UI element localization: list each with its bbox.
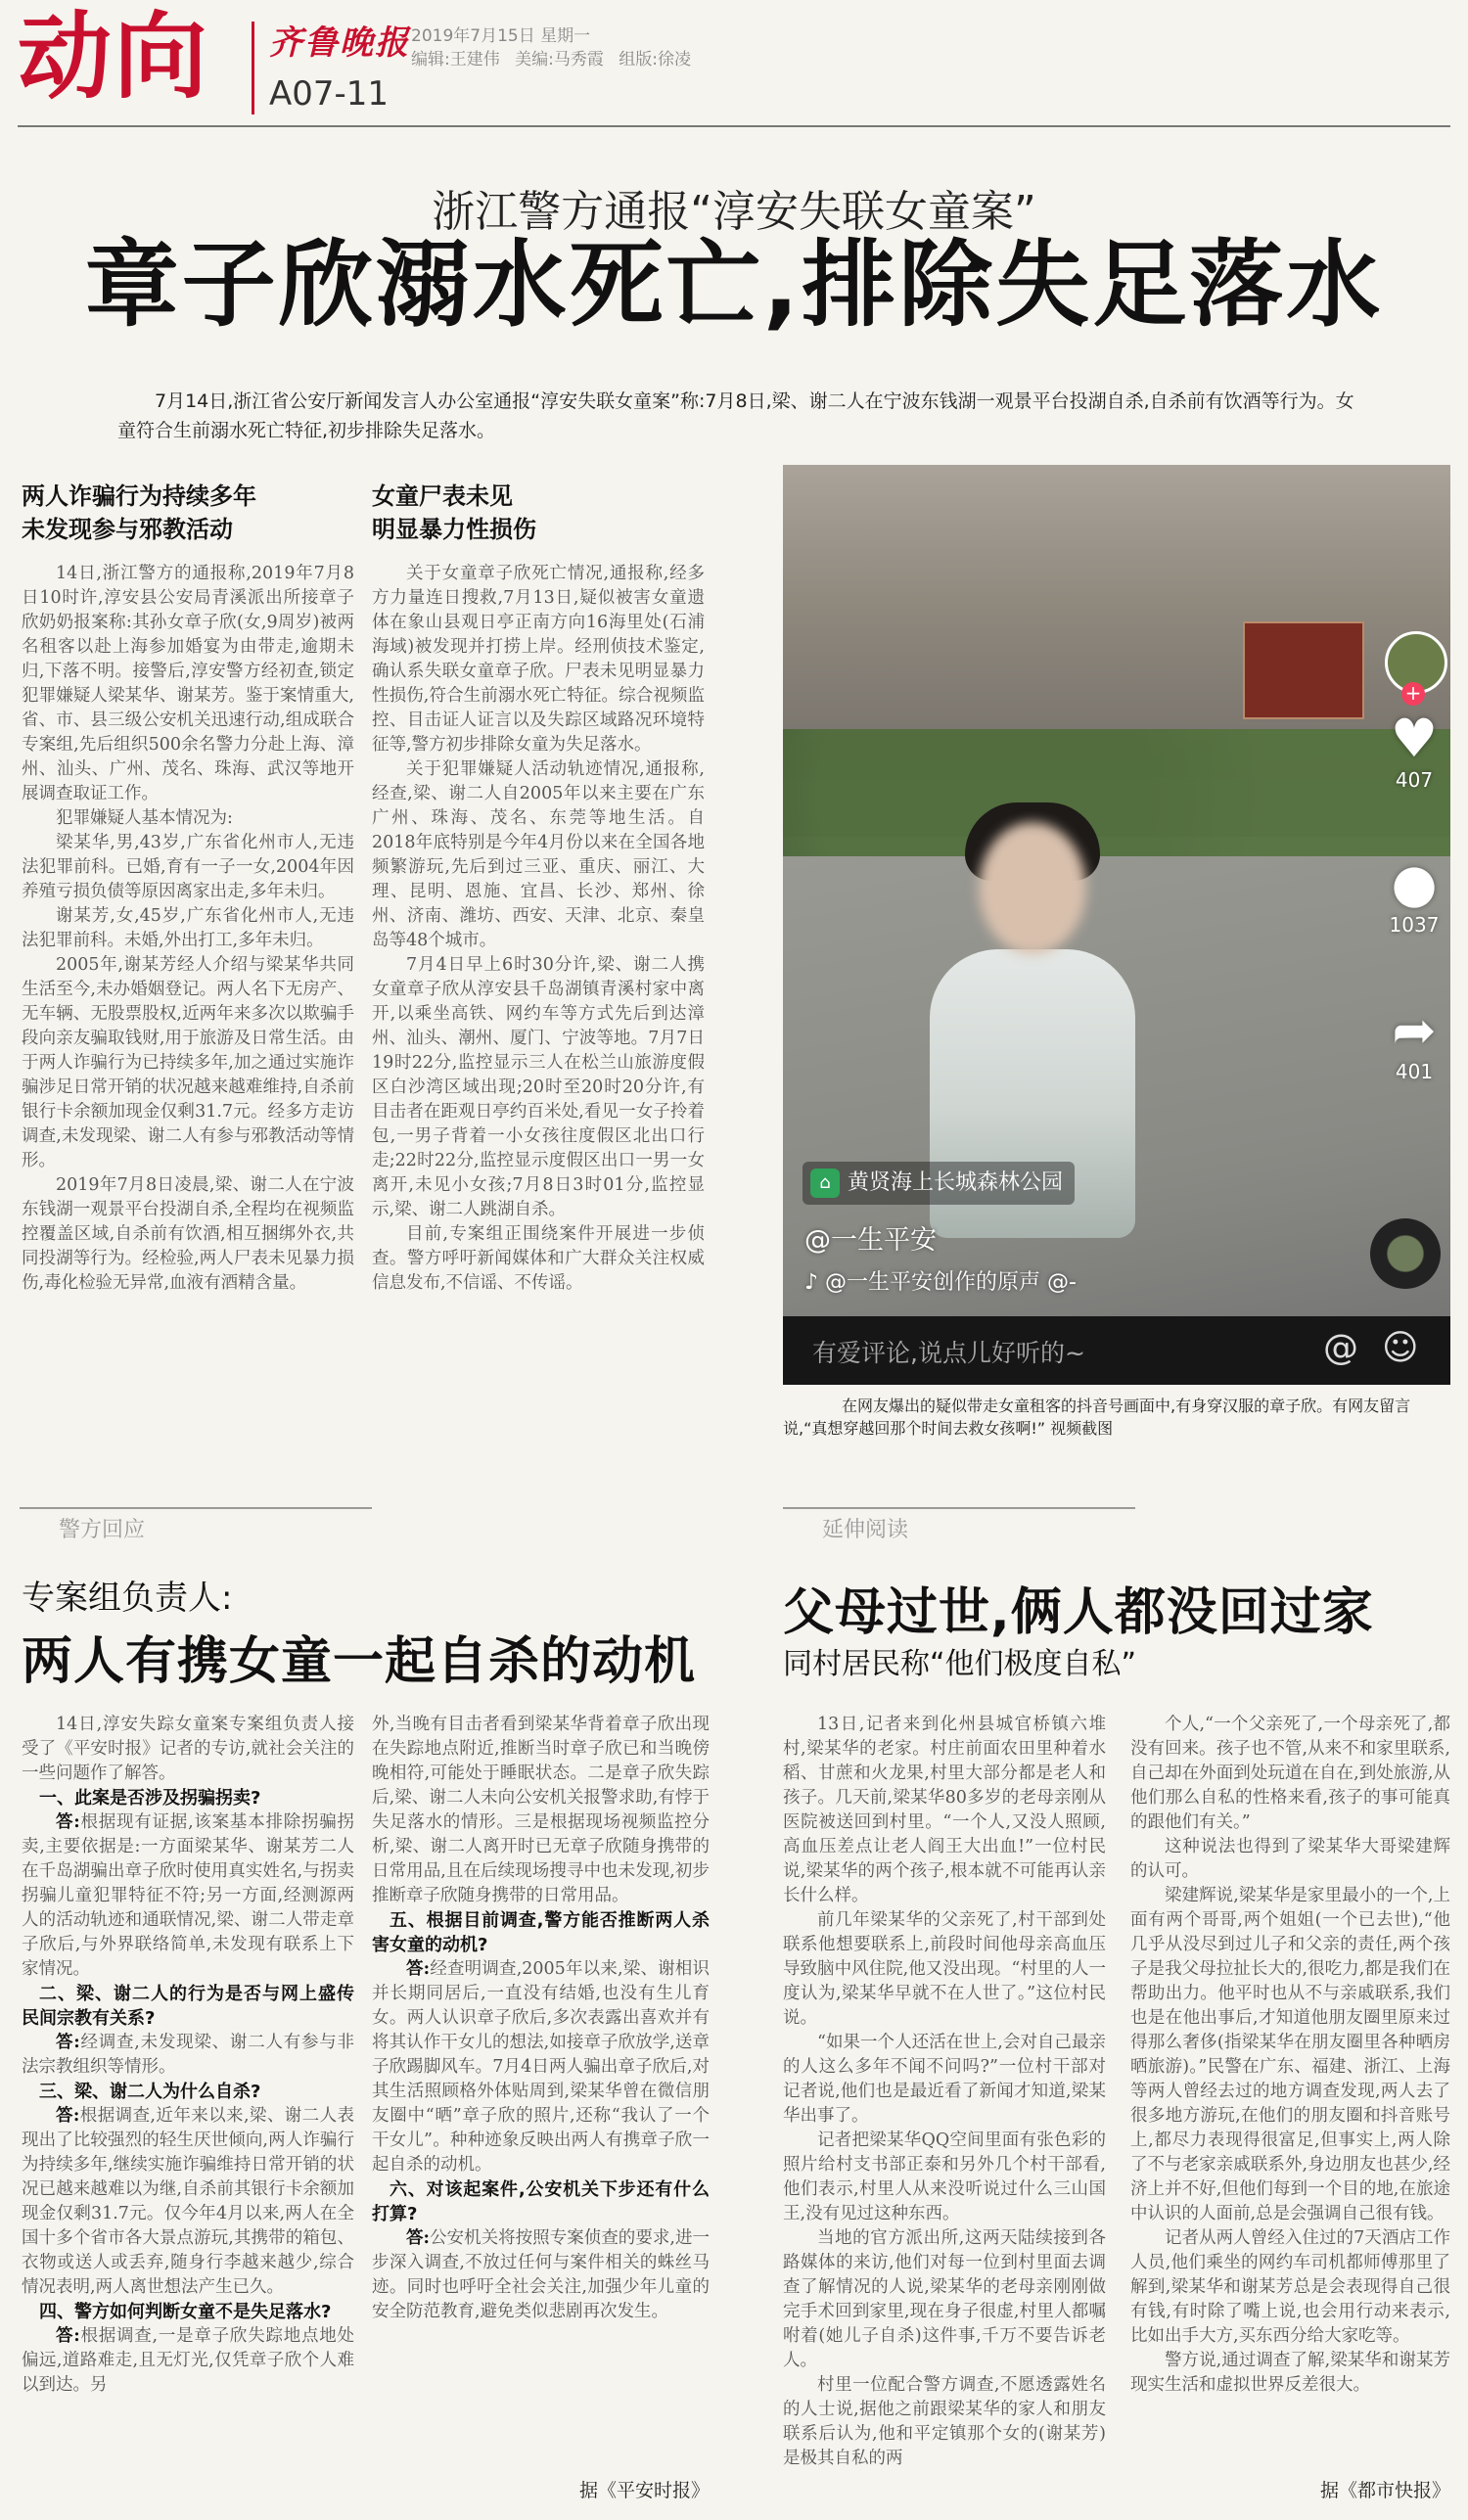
question: 四、警方如何判断女童不是失足落水? [39,2302,332,2322]
question: 二、梁、谢二人的行为是否与网上盛传民间宗教有关系? [22,1984,354,2029]
paragraph: “如果一个人还活在世上,会对自己最亲的人这么多年不闻不问吗?”一位村干部对记者说,他们也是最近看了新闻才知道,梁某华出事了。 [783,2033,1106,2126]
tab-police-response: 警方回应 [20,1507,372,1542]
location-label: 黄贤海上长城森林公园 [848,1170,1064,1195]
paragraph: 个人,“一个父亲死了,一个母亲死了,都没有回来。孩子也不管,从来不和家里联系,自己却在外面到处玩道在自在,到处旅游,从他们那么自私的性格来看,孩子的事可能真的跟他们有关。” [1130,1715,1450,1832]
article-lead: 7月14日,浙江省公安厅新闻发言人办公室通报“淳安失联女童案”称:7月8日,梁、谢二人在宁波东钱湖一观景平台投湖自杀,自杀前有饮酒等行为。女童符合生前溺水死亡特征,初步排除失足落水。 [117,390,1354,441]
column-2-body [372,562,705,1501]
column-1-subhead: 两人诈骗行为持续多年 未发现参与邪教活动 [22,482,256,543]
right-headline: 父母过世,俩人都没回过家 [783,1583,1374,1642]
newspaper-name: 齐鲁晚报 [269,23,410,63]
date-line: 2019年7月15日 星期一 [411,26,591,46]
location-icon: ⌂ [810,1168,840,1198]
left-column-2 [372,1713,710,2466]
left-column-1 [22,1713,354,2505]
at-icon[interactable]: @ [1323,1328,1358,1368]
comment-input[interactable]: 有爱评论,说点儿好听的~ [812,1339,1085,1367]
paragraph: 外,当晚有目击者看到梁某华背着章子欣出现在失踪地点附近,推断当时章子欣已和当晚傍晚相符,可能处于睡眠状态。二是章子欣失踪后,梁、谢二人未向公安机关报警求助,有悖于失足落水的情形。三是根据现场视频监控分析,梁、谢二人离开时已无章子欣随身携带的日常用品,且在后续现场搜寻中也未发现,初步推断章子欣随身携带的日常用品。 [372,1715,710,1905]
answer [22,1810,354,1982]
paragraph: 前几年梁某华的父亲死了,村干部到处联系他想要联系上,前段时间他母亲高血压导致脑中风住院,他又没出现。“村里的人一度认为,梁某华早就不在人世了。”这位村民说。 [783,1910,1106,2028]
paragraph: 谢某芳,女,45岁,广东省化州市人,无违法犯罪前科。未婚,外出打工,多年未归。 [22,906,354,950]
video-screenshot [783,465,1450,1385]
question: 三、梁、谢二人为什么自杀? [39,2082,261,2102]
location-tag[interactable] [803,1162,1075,1205]
article-kicker: 浙江警方通报“淳安失联女童案” [432,187,1036,237]
paragraph: 梁某华,男,43岁,广东省化州市人,无违法犯罪前科。已婚,育有一子一女,2004年因养殖亏损负债等原因离家出走,多年未归。 [22,833,354,901]
share-arrow-icon: ➦ [1392,999,1437,1061]
answer-text: 根据调查,近年来以来,梁、谢二人表现出了比较强烈的轻生厌世倾向,两人诈骗行为持续多年,继续实施诈骗维持日常开销的状况已越来越难以为继,自杀前其银行卡余额加现金仅剩31.7元。仅今年4月以来,两人在全国十多个省市各大景点游玩,其携带的箱包、衣物或送人或丢弃,随身行李越来越少,综合情况表明,两人离世想法产生已久。 [22,2106,354,2297]
question: 五、根据目前调查,警方能否推断两人杀害女童的动机? [372,1910,710,1955]
answer-label: 答: [56,1812,80,1832]
article-headline: 章子欣溺水死亡,排除失足落水 [84,230,1384,340]
paragraph: 14日,浙江警方的通报称,2019年7月8日10时许,淳安县公安局青溪派出所接章子欣奶奶报案称:其孙女章子欣(女,9周岁)被两名租客以赴上海参加婚宴为由带走,逾期未归,下落不明。接警后,淳安警方经初查,锁定犯罪嫌疑人梁某华、谢某芳。鉴于案情重大,省、市、县三级公安机关迅速行动,组成联合专案组,先后组织500余名警力分赴上海、漳州、汕头、广州、茂名、珠海、武汉等地开展调查取证工作。 [22,564,354,803]
paragraph: 警方说,通过调查了解,梁某华和谢某芳现实生活和虚拟世界反差很大。 [1130,2351,1450,2395]
column-1-body [22,562,354,1501]
paragraph: 关于女童章子欣死亡情况,通报称,经多方力量连日搜救,7月13日,疑似被害女童遗体在象山县观日亭正南方向16海里处(石浦海域)被发现并打捞上岸。经刑侦技术鉴定,确认系失联女童章子欣。尸表未见明显暴力性损伤,符合生前溺水死亡特征。综合视频监控、目击证人证言以及失踪区域路况环境特征等,警方初步排除女童为失足落水。 [372,564,705,755]
paragraph: 记者把梁某华QQ空间里面有张色彩的照片给村支书部正泰和另外几个村干部看,他们表示,村里人从来没听说过什么三山国王,没有见过这种东西。 [783,2131,1106,2223]
answer-text: 公安机关将按照专案侦查的要求,进一步深入调查,不放过任何与案件相关的蛛丝马迹。同时也呼吁全社会关注,加强少年儿童的安全防范教育,避免类似悲剧再次发生。 [372,2228,710,2321]
right-column-2 [1130,1713,1450,2466]
editors-line: 编辑:王建伟 美编:马秀霞 组版:徐凌 [411,50,691,69]
page-number: A07-11 [269,74,390,114]
paragraph: 2019年7月8日凌晨,梁、谢二人在宁波东钱湖一观景平台投湖自杀,全程均在视频监控覆盖区域,自杀前有饮酒,相互捆绑外衣,共同投湖等行为。经检验,两人尸表未见暴力损伤,毒化检验无异常,血液有酒精含量。 [22,1175,354,1293]
answer-text: 经查明调查,2005年以来,梁、谢相识并长期同居后,一直没有结婚,也没有生儿育女。两人认识章子欣后,多次表露出喜欢并有将其认作干女儿的想法,如接章子欣放学,送章子欣踢脚风车。7月4日两人骗出章子欣后,对其生活照顾格外体贴周到,梁某华曾在微信朋友圈中“晒”章子欣的照片,还称“我认了一个干女儿”。种种迹象反映出两人有携章子欣一起自杀的动机。 [372,1959,710,2175]
answer-text: 根据现有证据,该案基本排除拐骗拐卖,主要依据是:一方面梁某华、谢某芳二人在千岛湖骗出章子欣时使用真实姓名,与拐卖拐骗儿童犯罪特征不符;另一方面,经测源两人的活动轨迹和通联情况,梁、谢二人带走章子欣后,与外界联络简单,未发现有联系上下家情况。 [22,1812,354,1979]
left-source: 据《平安时报》 [578,2480,710,2501]
section-title: 动向 [18,2,209,112]
answer-label: 答: [56,2326,80,2346]
answer-label: 答: [56,2106,80,2126]
comment-count: 1037 [1389,913,1440,937]
like-count: 407 [1395,768,1434,792]
comment-bar [783,1316,1450,1385]
share-count: 401 [1395,1060,1434,1083]
masthead-divider [252,22,254,115]
paragraph: 梁建辉说,梁某华是家里最小的一个,上面有两个哥哥,两个姐姐(一个已去世),“他几乎从没尽到过儿子和父亲的责任,两个孩子是我父母拉扯长大的,很吃力,都是我们在帮助出力。他平时也从不与亲戚联系,我们也是在他出事后,才知道他朋友圈里原来过得那么奢侈(指梁某华在朋友圈里各种晒房晒旅游)。”民警在广东、福建、浙江、上海等两人曾经去过的地方调查发现,两人去了很多地方游玩,在他们的朋友圈和抖音账号上,都尽力表现得很富足,但事实上,两人除了不与老家亲戚联系外,身边朋友也甚少,经济上并不好,但他们每到一个目的地,在旅途中认识的人面前,总是会强调自己很有钱。 [1130,1886,1450,2223]
paragraph: 这种说法也得到了梁某华大哥梁建辉的认可。 [1130,1837,1450,1881]
paragraph: 当地的官方派出所,这两天陆续接到各路媒体的来访,他们对每一位到村里面去调查了解情况的人说,梁某华的老母亲刚刚做完手术回到家里,现在身子很虚,村里人都嘱咐着(她儿子自杀)这件事,千万不要告诉老人。 [783,2228,1106,2370]
bushes [783,729,1450,856]
heart-icon: ♥ [1390,708,1439,769]
answer [22,2324,354,2398]
masthead-rule [18,125,1450,127]
like-button[interactable] [1370,710,1450,792]
answer [22,2031,354,2080]
share-button[interactable] [1370,1001,1450,1083]
paragraph: 13日,记者来到化州县城官桥镇六堆村,梁某华的老家。村庄前面农田里种着水稻、甘蔗和火龙果,村里大部分都是老人和孩子。几天前,梁某华80多岁的老母亲刚从医院被送回到村里。“一个人,又没人照顾,高血压差点让老人阎王大出血!”一位村民说,梁某华的两个孩子,根本就不可能再认亲长什么样。 [783,1715,1106,1905]
comment-bubble-icon: ● [1391,852,1438,914]
question: 六、对该起案件,公安机关下步还有什么打算? [372,2179,710,2224]
music-disc-icon[interactable] [1370,1218,1441,1289]
paragraph: 记者从两人曾经入住过的7天酒店工作人员,他们乘坐的网约车司机都师傅那里了解到,梁某华和谢某芳总是会表现得自己很有钱,有时除了嘴上说,也会用行动来表示,比如出手大方,买东西分给大家吃等。 [1130,2228,1450,2346]
girl-face-blurred [979,822,1086,954]
left-headline: 两人有携女童一起自杀的动机 [22,1632,697,1691]
paragraph: 目前,专案组正围绕案件开展进一步侦查。警方呼吁新闻媒体和广大群众关注权威信息发布,不信谣、不传谣。 [372,1224,705,1293]
answer-label: 答: [56,2033,80,2052]
paragraph: 犯罪嫌疑人基本情况为: [56,808,233,828]
paragraph: 村里一位配合警方调查,不愿透露姓名的人士说,据他之前跟梁某华的家人和朋友联系后认为,他和平定镇那个女的(谢某芳)是极其自私的两 [783,2375,1106,2468]
emoji-icon[interactable]: ☺ [1382,1328,1419,1368]
follow-plus-icon[interactable]: + [1401,682,1425,706]
right-column-1 [783,1713,1106,2505]
author-handle[interactable]: @一生平安 [804,1225,937,1256]
paragraph: 2005年,谢某芳经人介绍与梁某华共同生活至今,未办婚姻登记。两人名下无房产、无车辆、无股票股权,近两年来多次以欺骗手段向亲友骗取钱财,用于旅游及日常生活。由于两人诈骗行为已持续多年,加之通过实施诈骗涉足日常开销的状况越来越难维持,自杀前银行卡余额加现金仅剩31.7元。经多方走访调查,未发现梁、谢二人有参与邪教活动等情形。 [22,955,354,1170]
question: 一、此案是否涉及拐骗拐卖? [39,1788,261,1809]
answer-text: 根据调查,一是章子欣失踪地点地处偏远,道路难走,且无灯光,仅凭章子欣个人难以到达。另 [22,2326,354,2395]
column-1 [22,480,354,1501]
paragraph: 7月4日早上6时30分许,梁、谢二人携女童章子欣从淳安县千岛湖镇青溪村家中离开,以乘坐高铁、网约车等方式先后到达漳州、汕头、潮州、厦门、宁波等地。7月7日19时22分,监控显示三人在松兰山旅游度假区白沙湾区域出现;20时至20时20分许,有目击者在距观日亭约百米处,看见一女子拎着包,一男子背着一小女孩往度假区北出口行走;22时22分,监控显示度假区出口一男一女离开,未见小女孩;7月8日3时01分,监控显示,梁、谢二人跳湖自杀。 [372,955,705,1219]
answer-label: 答: [406,2228,430,2248]
tab-extended-reading: 延伸阅读 [783,1507,1135,1542]
column-2-subhead: 女童尸表未见 明显暴力性损伤 [372,482,536,543]
music-line[interactable]: ♪ @一生平安创作的原声 @- [804,1270,1077,1295]
answer [372,2226,710,2324]
park-sign [1243,621,1364,719]
answer [22,2104,354,2300]
answer-text: 经调查,未发现梁、谢二人有参与非法宗教组织等情形。 [22,2033,354,2077]
right-source: 据《都市快报》 [1319,2480,1450,2501]
paragraph: 关于犯罪嫌疑人活动轨迹情况,通报称,经查,梁、谢二人自2005年以来主要在广东广州、珠海、茂名、东莞等地生活。自2018年底特别是今年4月份以来在全国各地频繁游玩,先后到过三亚、重庆、丽江、大理、昆明、恩施、宜昌、长沙、郑州、徐州、济南、潍坊、西安、天津、北京、秦皇岛等48个城市。 [372,759,705,950]
answer-label: 答: [406,1959,431,1979]
photo-caption: 在网友爆出的疑似带走女童租客的抖音号画面中,有身穿汉服的章子欣。有网友留言说,“真想穿越回那个时间去救女孩啊!” 视频截图 [783,1397,1411,1438]
paragraph: 14日,淳安失踪女童案专案组负责人接受了《平安时报》记者的专访,就社会关注的一些问题作了解答。 [22,1715,354,1783]
right-subtitle: 同村居民称“他们极度自私” [783,1647,1137,1681]
answer [372,1957,710,2177]
comment-button[interactable] [1370,854,1450,937]
left-kicker: 专案组负责人: [22,1579,233,1618]
column-2 [372,480,705,1501]
